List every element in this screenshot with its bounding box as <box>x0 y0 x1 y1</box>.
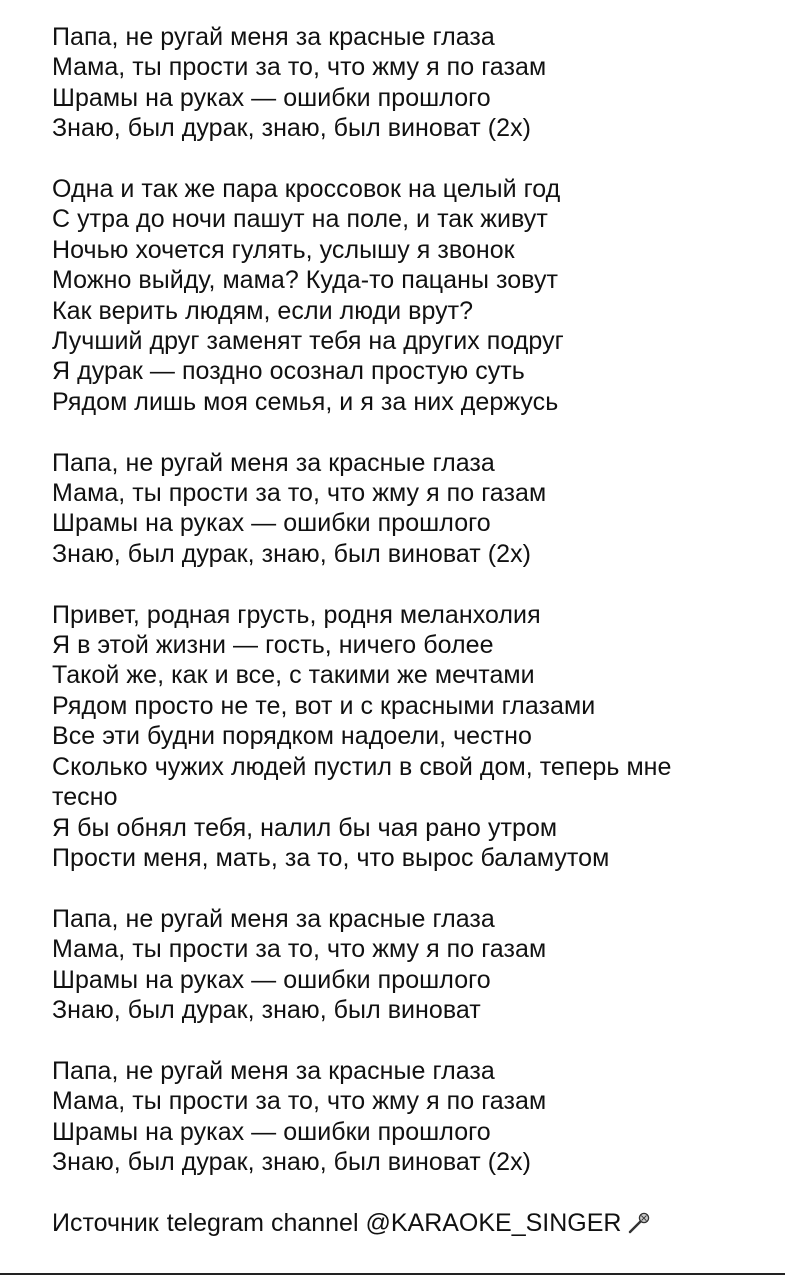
bottom-divider <box>0 1273 785 1275</box>
lyric-line: Ночью хочется гулять, услышу я звонок <box>52 235 515 264</box>
lyric-line: Знаю, был дурак, знаю, был виноват (2х) <box>52 114 532 143</box>
lyric-line: Мама, ты прости за то, что жму я по газам <box>52 1087 547 1116</box>
lyric-line: Такой же, как и все, с такими же мечтами <box>52 661 535 690</box>
lyric-line: Шрамы на руках — ошибки прошлого <box>52 1117 491 1146</box>
source-label: Источник <box>52 1208 159 1237</box>
lyric-line: Рядом просто не те, вот и с красными глазами <box>52 691 596 720</box>
lyric-line: Мама, ты прости за то, что жму я по газам <box>52 479 547 508</box>
stanza <box>52 600 752 874</box>
source-credit <box>52 1208 752 1238</box>
stanza <box>52 1056 752 1178</box>
lyric-line: Лучший друг заменят тебя на других подруг <box>52 327 564 356</box>
lyric-line: С утра до ночи пашут на поле, и так живут <box>52 205 548 234</box>
lyric-line: Все эти будни порядком надоели, честно <box>52 722 532 751</box>
lyrics-text <box>52 22 752 1238</box>
lyric-line: Мама, ты прости за то, что жму я по газам <box>52 935 547 964</box>
stanza <box>52 174 752 417</box>
lyric-line: Как верить людям, если люди врут? <box>52 296 474 325</box>
lyric-line: Одна и так же пара кроссовок на целый год <box>52 175 561 204</box>
source-channel: telegram channel @KARAOKE_SINGER <box>166 1208 622 1237</box>
lyric-line: Можно выйду, мама? Куда-то пацаны зовут <box>52 266 559 295</box>
lyric-line: Прости меня, мать, за то, что вырос баламутом <box>52 843 610 872</box>
lyric-line: Мама, ты прости за то, что жму я по газам <box>52 53 547 82</box>
lyric-line: Рядом лишь моя семья, и я за них держусь <box>52 387 559 416</box>
stanza <box>52 448 752 570</box>
lyric-line: Папа, не ругай меня за красные глаза <box>52 904 495 933</box>
lyric-line: Папа, не ругай меня за красные глаза <box>52 1056 495 1085</box>
lyric-line: Знаю, был дурак, знаю, был виноват (2х) <box>52 1147 532 1176</box>
lyric-line: Привет, родная грусть, родня меланхолия <box>52 600 541 629</box>
lyric-line: Знаю, был дурак, знаю, был виноват (2х) <box>52 539 532 568</box>
lyric-line: Знаю, был дурак, знаю, был виноват <box>52 995 481 1024</box>
lyric-line: Я дурак — поздно осознал простую суть <box>52 357 525 386</box>
lyric-line: Я в этой жизни — гость, ничего более <box>52 631 494 660</box>
stanza <box>52 904 752 1026</box>
lyric-line: Шрамы на руках — ошибки прошлого <box>52 509 491 538</box>
lyric-line: Шрамы на руках — ошибки прошлого <box>52 83 491 112</box>
lyric-line: Сколько чужих людей пустил в свой дом, теперь мне тесно <box>52 752 672 812</box>
stanza <box>52 22 752 144</box>
lyric-line: Папа, не ругай меня за красные глаза <box>52 23 495 51</box>
lyric-line: Шрамы на руках — ошибки прошлого <box>52 965 491 994</box>
lyric-line: Я бы обнял тебя, налил бы чая рано утром <box>52 813 558 842</box>
microphone-icon <box>627 1211 651 1235</box>
lyric-line: Папа, не ругай меня за красные глаза <box>52 448 495 477</box>
